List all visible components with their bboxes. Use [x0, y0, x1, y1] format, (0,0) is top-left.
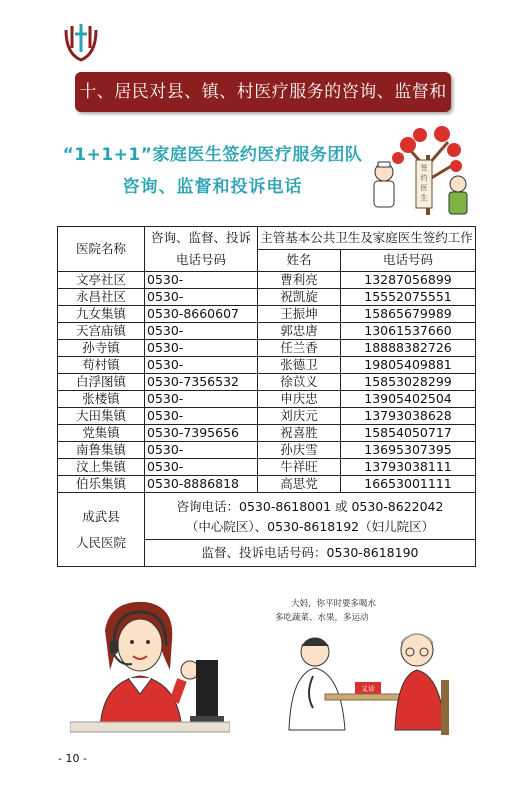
staff-phone-cell: 19805409881 — [341, 357, 476, 374]
staff-phone-cell: 15865679989 — [341, 306, 476, 323]
table-row — [58, 306, 476, 323]
consult-phone-cell: 0530-8660607 — [145, 306, 258, 323]
hospital-logo-icon — [60, 22, 102, 62]
consult-phone-cell: 0530- — [145, 289, 258, 306]
header-consult-phone: 咨询、监督、投诉电话号码 — [145, 227, 258, 272]
page-number: - 10 - — [58, 752, 87, 765]
header-name: 姓名 — [258, 249, 341, 272]
county-consult-line1: 咨询电话：0530-8618001 或 0530-8622042 — [176, 499, 444, 514]
header-phone: 电话号码 — [341, 249, 476, 272]
contact-table — [57, 226, 476, 567]
county-consult-cell — [145, 493, 476, 540]
table-row — [58, 476, 476, 493]
hospital-cell: 张楼镇 — [58, 391, 145, 408]
staff-name-cell: 张德卫 — [258, 357, 341, 374]
staff-phone-cell: 15552075551 — [341, 289, 476, 306]
hospital-cell: 苟村镇 — [58, 357, 145, 374]
staff-phone-cell: 13061537660 — [341, 323, 476, 340]
staff-phone-cell: 13793038628 — [341, 408, 476, 425]
staff-phone-cell: 18888382726 — [341, 340, 476, 357]
table-header-row — [58, 227, 476, 250]
speech-line1: 大妈，你平时要多喝水 — [291, 599, 377, 609]
staff-name-cell: 任兰香 — [258, 340, 341, 357]
table-row — [58, 391, 476, 408]
staff-phone-cell: 15854050717 — [341, 425, 476, 442]
table-row — [58, 408, 476, 425]
consult-phone-cell: 0530-8886818 — [145, 476, 258, 493]
svg-text:生: 生 — [420, 194, 428, 202]
staff-phone-cell: 13905402504 — [341, 391, 476, 408]
county-consult-line2: （中心院区）、0530-8618192（妇儿院区） — [185, 519, 435, 534]
staff-name-cell: 曹利亮 — [258, 272, 341, 289]
doctor-cartoon-icon — [358, 120, 472, 220]
staff-phone-cell: 13287056899 — [341, 272, 476, 289]
section-title-banner: 十、居民对县、镇、村医疗服务的咨询、监督和 — [75, 72, 451, 112]
table-row — [58, 289, 476, 306]
hospital-cell: 汶上集镇 — [58, 459, 145, 476]
customer-service-illustration — [70, 590, 230, 740]
staff-name-cell: 祝喜胜 — [258, 425, 341, 442]
staff-name-cell: 申庆忠 — [258, 391, 341, 408]
svg-text:医: 医 — [420, 184, 428, 192]
doctor-badge: 义诊 — [361, 685, 375, 693]
county-hospital-line2: 人民医院 — [75, 534, 126, 550]
table-row — [58, 340, 476, 357]
table-row — [58, 459, 476, 476]
hospital-cell: 孙寺镇 — [58, 340, 145, 357]
hero-title-line1: “1+1+1”家庭医生签约医疗服务团队 — [62, 145, 363, 165]
consult-phone-cell: 0530-7395656 — [145, 425, 258, 442]
consult-phone-cell: 0530- — [145, 442, 258, 459]
svg-text:约: 约 — [420, 174, 428, 182]
table-row — [58, 374, 476, 391]
staff-name-cell: 孙庆雪 — [258, 442, 341, 459]
hospital-cell: 天宫庙镇 — [58, 323, 145, 340]
county-hospital-cell — [58, 493, 145, 567]
table-row — [58, 425, 476, 442]
staff-name-cell: 王振坤 — [258, 306, 341, 323]
table-row — [58, 442, 476, 459]
hospital-cell: 党集镇 — [58, 425, 145, 442]
staff-name-cell: 徐苡义 — [258, 374, 341, 391]
header-hospital: 医院名称 — [58, 227, 145, 272]
header-responsible-group: 主管基本公共卫生及家庭医生签约工作 — [258, 227, 476, 250]
county-hospital-line1: 成武县 — [82, 508, 120, 524]
staff-phone-cell: 15853028299 — [341, 374, 476, 391]
table-row — [58, 357, 476, 374]
staff-name-cell: 郭忠唐 — [258, 323, 341, 340]
doctor-visit-illustration — [255, 590, 460, 740]
hospital-cell: 永昌社区 — [58, 289, 145, 306]
consult-phone-cell: 0530- — [145, 391, 258, 408]
table-row — [58, 323, 476, 340]
staff-name-cell: 牛祥旺 — [258, 459, 341, 476]
staff-name-cell: 祝凯旋 — [258, 289, 341, 306]
consult-phone-cell: 0530- — [145, 408, 258, 425]
consult-phone-cell: 0530-7356532 — [145, 374, 258, 391]
hospital-cell: 九女集镇 — [58, 306, 145, 323]
hero-section — [60, 120, 472, 220]
consult-phone-cell: 0530- — [145, 459, 258, 476]
hospital-cell: 文亭社区 — [58, 272, 145, 289]
staff-name-cell: 高思党 — [258, 476, 341, 493]
staff-phone-cell: 13695307395 — [341, 442, 476, 459]
staff-phone-cell: 13793038111 — [341, 459, 476, 476]
hospital-cell: 伯乐集镇 — [58, 476, 145, 493]
hospital-cell: 南鲁集镇 — [58, 442, 145, 459]
staff-name-cell: 刘庆元 — [258, 408, 341, 425]
hospital-cell: 白浮图镇 — [58, 374, 145, 391]
consult-phone-cell: 0530- — [145, 357, 258, 374]
speech-line2: 多吃蔬菜、水果，多运动 — [275, 613, 369, 623]
county-supervise-cell: 监督、投诉电话号码：0530-8618190 — [145, 540, 476, 567]
county-hospital-row — [58, 493, 476, 540]
hospital-cell: 大田集镇 — [58, 408, 145, 425]
staff-phone-cell: 16653001111 — [341, 476, 476, 493]
consult-phone-cell: 0530- — [145, 272, 258, 289]
table-row — [58, 272, 476, 289]
consult-phone-cell: 0530- — [145, 323, 258, 340]
consult-phone-cell: 0530- — [145, 340, 258, 357]
hero-title-line2: 咨询、监督和投诉电话 — [122, 177, 303, 197]
sign-label: 签 — [420, 164, 428, 172]
